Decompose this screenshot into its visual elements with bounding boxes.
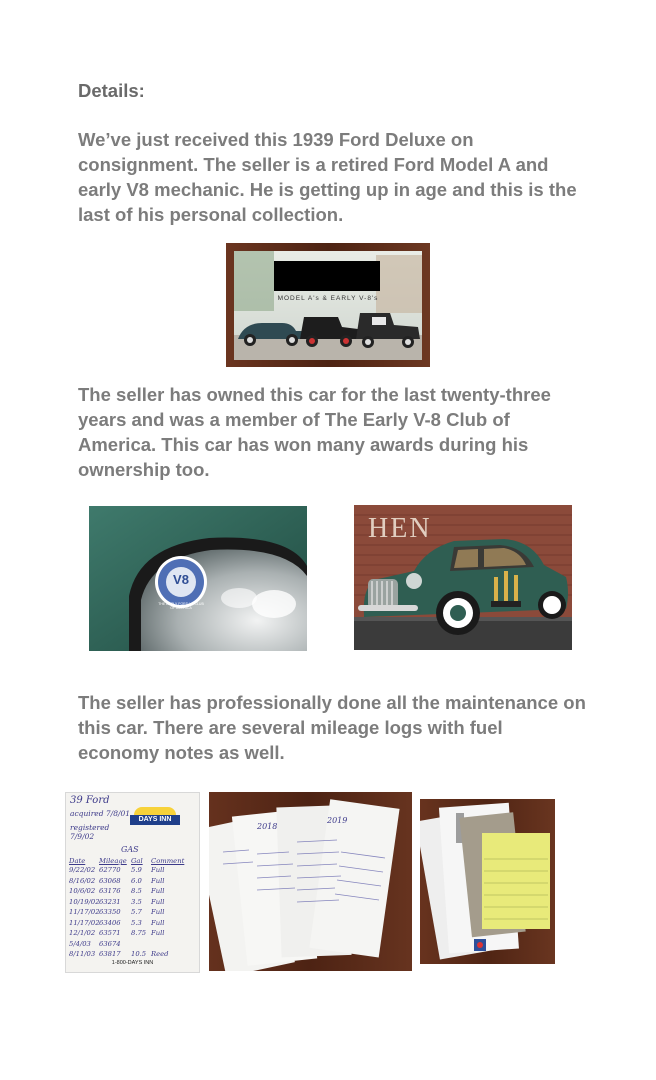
log-cell: 63350 [99, 908, 121, 916]
maintenance-paragraph: The seller has professionally done all the maintenance on this car. There are several mileage logs with fuel economy notes as well. [78, 692, 586, 763]
log-row [69, 928, 197, 939]
log-column-header: Date [69, 857, 86, 865]
emblem-center: V8 [173, 572, 189, 587]
log-cell: 63406 [99, 918, 121, 927]
log-rows [69, 865, 197, 960]
log-title: 39 Ford [70, 795, 110, 806]
ownership-paragraph: The seller has owned this car for the last twenty-three years and was a member of The Early V-8 Club of America. This car has won many awards during his ownership too. [78, 384, 551, 480]
log-cell: 63068 [99, 876, 121, 885]
log-cell: 11/17/02 [69, 918, 100, 927]
log-cell: 63817 [99, 950, 121, 958]
log-cell: Full [151, 897, 165, 906]
log-cell: 12/1/02 [69, 929, 96, 937]
emblem-ring-text: THE EARLY FORD V8 CLUB OF AMERICA [158, 602, 204, 610]
card-tagline: MODEL A's & EARLY V-8's [277, 295, 379, 302]
log-cell [151, 939, 191, 950]
log-row [69, 918, 197, 929]
log-cell: 62770 [99, 866, 121, 874]
log-row [69, 886, 197, 897]
log-cell: 63176 [99, 887, 121, 895]
log-row [69, 876, 197, 887]
days-inn-logo: DAYS INN [130, 815, 180, 825]
log-cell: 10/19/02 [69, 897, 100, 906]
log-cell: Full [151, 887, 165, 895]
log-cell: 8/16/02 [69, 876, 96, 885]
intro-paragraph: We’ve just received this 1939 Ford Deluxe on consignment. The seller is a retired Ford Model A and early V8 mechanic. He is getting up in age and this is the last of his personal collection. [78, 129, 577, 225]
storefront-sign: HEN [368, 513, 432, 544]
details-heading: Details: [78, 80, 145, 101]
log-cell: 8.5 [131, 887, 142, 895]
log-row [69, 939, 197, 950]
log-cell: 5.9 [131, 866, 142, 874]
log-cell: 5.7 [131, 908, 142, 916]
business-card-photo [226, 243, 430, 367]
log-cell: 63674 [99, 939, 121, 948]
log-cell: Reed [151, 950, 169, 958]
log-cell: 10/6/02 [69, 887, 96, 895]
log-cell: 6.0 [131, 876, 142, 885]
log-header-row [69, 857, 197, 865]
log-cell: 5.3 [131, 918, 142, 927]
log-cell: 11/17/02 [69, 908, 100, 916]
log-year-a: 2018 [257, 822, 278, 831]
log-cell: Full [151, 908, 165, 916]
log-cell: Full [151, 929, 165, 937]
receipts-photo [420, 799, 555, 964]
log-cell: 5/4/03 [69, 939, 91, 948]
log-cell: 9/22/02 [69, 866, 96, 874]
log-cell [131, 939, 151, 950]
log-cell: 8.75 [131, 929, 147, 937]
car-photo [354, 505, 572, 650]
mileage-log-sheet [65, 792, 200, 973]
log-cell: Full [151, 918, 165, 927]
log-column-header: Comment [151, 857, 185, 865]
log-section: GAS [121, 845, 139, 854]
log-row [69, 949, 197, 960]
log-cell: 8/11/03 [69, 950, 96, 958]
log-table [69, 857, 197, 960]
log-column-header: Mileage [99, 857, 127, 865]
log-row [69, 897, 197, 908]
log-cell: 63231 [99, 897, 121, 906]
log-year-b: 2019 [327, 816, 348, 825]
log-cell: 63571 [99, 929, 121, 937]
log-footer: 1-800-DAYS INN [111, 960, 154, 966]
log-column-header: Gal [131, 857, 143, 865]
log-cell: 3.5 [131, 897, 142, 906]
log-row [69, 865, 197, 876]
club-emblem-photo [89, 506, 307, 651]
log-cell: 10.5 [131, 950, 147, 958]
log-papers-photo [209, 792, 412, 971]
log-cell: Full [151, 876, 165, 885]
log-cell: Full [151, 866, 165, 874]
log-registered: registered 7/9/02 [70, 823, 110, 841]
log-acquired: acquired 7/8/01 [70, 809, 131, 818]
log-row [69, 907, 197, 918]
